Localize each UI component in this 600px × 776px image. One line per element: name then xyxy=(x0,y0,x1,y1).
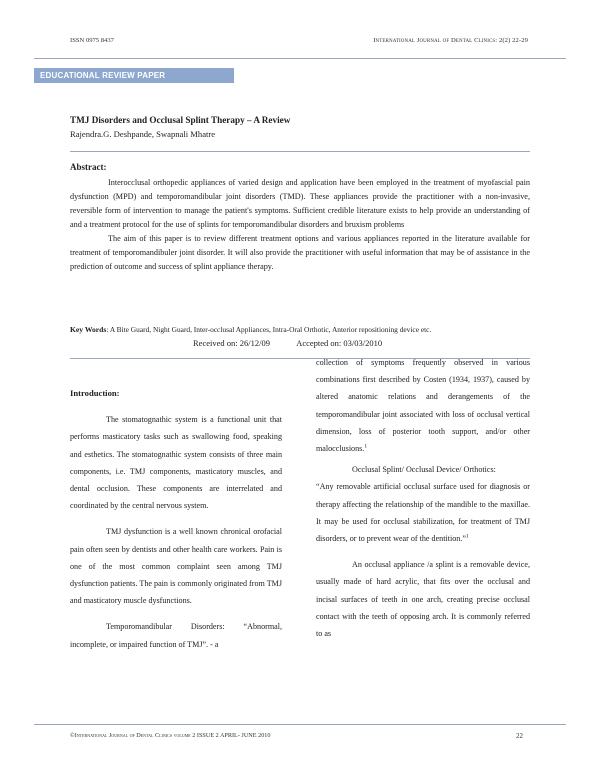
abstract-paragraph-1: Interocclusal orthopedic appliances of varied design and application have been employed in the treatment of myofascial pain dysfunction (MPD) and temporomandibular joint disorders (TMD). These appliances provide the practitioner with a non-invasive, reversible form of intervention to manage the patient's symptoms. Sufficient credible literature exists to help provide an understanding of and a treatment protocol for the use of splints for temporomandibular disorders and bruxism problems xyxy=(70,178,530,229)
article-title: TMJ Disorders and Occlusal Splint Therapy – A Review xyxy=(70,115,291,125)
citation-ref-1: 1 xyxy=(364,443,368,450)
keywords xyxy=(70,325,540,334)
intro-paragraph-2: TMJ dysfunction is a well known chronical orofacial pain often seen by dentists and other health care workers. Pain is one of the most common complaint seen among TMJ dysfunction patients. The pain is commonly originated from TMJ and masticatory muscle dysfunctions. xyxy=(70,527,282,606)
page-number: 22 xyxy=(516,732,523,740)
occlusal-splint-lead: Occlusal Splint/ Occlusal Device/ Orthotics: xyxy=(352,465,496,475)
abstract-heading: Abstract: xyxy=(70,162,107,172)
abstract-paragraph-2: The aim of this paper is to review different treatment options and various appliances reported in the literature available for treatment of temporomandibuler joint disorder. It will also provide the practitioner with useful information that may be of assistance in the prediction of outcome and success of splint appliance therapy. xyxy=(70,234,530,271)
right-paragraph-2 xyxy=(316,478,530,547)
keywords-text: : A Bite Guard, Night Guard, Inter-occlusal Appliances, Intra-Oral Orthotic, Anterior repositioning device etc. xyxy=(106,325,432,334)
right-paragraph-3: An occlusal appliance /a splint is a removable device, usually made of hard acrylic, that fits over the occlusal and incisal surfaces of teeth in one arch, creating precise occlusal contact with the teeth of opposing arch. It is commonly referred to as xyxy=(316,560,530,639)
header-rule xyxy=(34,58,566,59)
accepted-date: Accepted on: 03/03/2010 xyxy=(296,338,383,348)
dates xyxy=(193,338,382,348)
intro-paragraph-3: Temporomandibular Disorders: “Abnormal, incomplete, or impaired function of TMJ”. - a xyxy=(70,622,282,649)
article-authors: Rajendra.G. Deshpande, Swapnali Mhatre xyxy=(70,129,216,139)
right-paragraph-2-text: “Any removable artificial occlusal surface used for diagnosis or therapy affecting the relationship of the mandible to the maxillae. It may be used for occlusal stabilization, for treatment of TMJ disorders, or to prevent wear of the dentition.” xyxy=(316,482,530,544)
right-paragraph-1 xyxy=(316,354,530,457)
introduction-heading: Introduction: xyxy=(70,388,120,398)
footer-rule xyxy=(34,724,566,725)
intro-paragraph-1: The stomatognathic system is a functional unit that performs masticatory tasks such as swallowing food, speaking and esthetics. The stomatognathic system consists of three main components, i.e. TMJ components, masticatory muscles, and dental occlusion. These components are interrelated and coordinated by the central nervous system. xyxy=(70,415,282,511)
journal-reference: International Journal of Dental Clinics: 2(2) 22-29 xyxy=(373,37,528,44)
received-date: Received on: 26/12/09 xyxy=(193,338,270,348)
issn-number: ISSN 0975 8437 xyxy=(70,37,114,44)
footer-journal: ©International Journal of Dental Clinics volume 2 ISSUE 2 APRIL- JUNE 2010 xyxy=(70,732,271,739)
title-rule xyxy=(70,151,530,152)
right-column xyxy=(316,354,530,642)
keywords-label: Key Words xyxy=(70,325,107,334)
right-paragraph-1-text: collection of symptoms frequently observed in various combinations first described by Costen (1934, 1937), caused by altered anatomic relations and derangements of the temporomandibular joint associated with loss of occlusal vertical dimension, loss of posterior tooth support, and/or other malocclusions. xyxy=(316,358,530,454)
paper-type-banner: EDUCATIONAL REVIEW PAPER xyxy=(34,68,234,83)
citation-ref-2: 1 xyxy=(465,533,469,540)
abstract-body xyxy=(70,176,530,274)
left-column xyxy=(70,385,282,653)
